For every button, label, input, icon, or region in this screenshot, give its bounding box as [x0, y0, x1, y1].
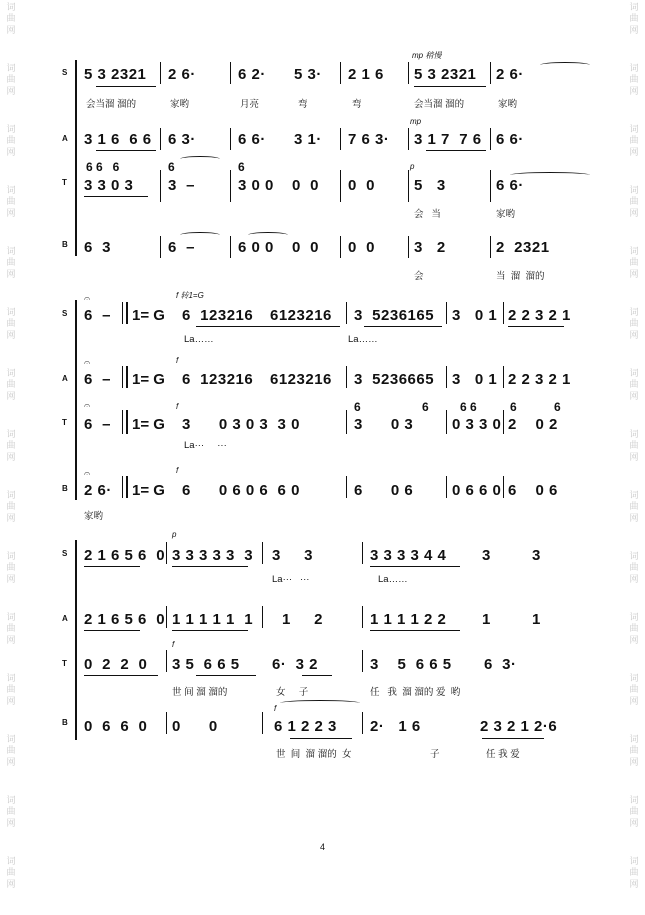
notation-t-m1: 3 3 0 3 — [84, 177, 134, 194]
dynamic-mark: p — [172, 530, 177, 539]
beam-line — [426, 150, 486, 151]
barline — [230, 236, 231, 258]
key-signature: 1= G — [132, 482, 165, 499]
double-barline — [126, 410, 128, 434]
notation-a-m4c: 1 — [532, 611, 541, 628]
lyric-b: 会 — [414, 271, 424, 282]
notation-b-m1: 6 3 — [84, 239, 112, 256]
barline — [166, 712, 167, 734]
beam-line — [96, 150, 156, 151]
notation-t-m4: 0 3 3 0 — [452, 416, 502, 433]
notation-a-m3: 1 2 — [282, 611, 324, 628]
watermark-text: 词 曲 网 — [629, 124, 639, 157]
notation-b-m1: 0 6 6 0 — [84, 718, 148, 735]
fermata-mark: 𝄐 — [84, 400, 91, 412]
lyric-s: 家哟 — [170, 99, 190, 110]
notation-t-m5: 2 0 2 — [508, 416, 558, 433]
notation-b-m4: 0 6 6 0 — [452, 482, 502, 499]
dynamic-mark: p — [410, 162, 415, 171]
watermark-text: 词 曲 网 — [629, 673, 639, 706]
part-label-b: B — [62, 484, 68, 493]
beam-line — [84, 630, 140, 631]
dynamic-mark: f — [176, 402, 179, 411]
barline — [346, 410, 347, 434]
dynamic-mark: f — [176, 356, 179, 365]
part-label-a: A — [62, 374, 68, 383]
watermark-text: 词 曲 网 — [629, 490, 639, 523]
barline — [166, 650, 167, 672]
lyric-b: 家哟 — [84, 511, 104, 522]
notation-a-m3b: 3 1· — [294, 131, 322, 148]
beam-line — [508, 326, 564, 327]
chord-t: 6 — [238, 160, 245, 174]
barline — [503, 410, 504, 434]
part-label-a: A — [62, 614, 68, 623]
double-barline — [126, 476, 128, 498]
notation-s-m1: 5 3 2321 — [84, 66, 147, 83]
chord-t: 6 — [554, 400, 561, 414]
barline — [340, 128, 341, 150]
beam-line — [172, 566, 248, 567]
barline — [408, 128, 409, 150]
lyric-t: La··· ··· — [184, 440, 227, 451]
beam-line — [84, 196, 148, 197]
notation-a-m2: 1 1 1 1 1 1 — [172, 611, 254, 628]
notation-b-m2: 6 0 6 0 6 6 0 — [182, 482, 300, 499]
watermark-text: 词 曲 网 — [6, 856, 16, 889]
double-barline — [122, 410, 123, 434]
key-signature: 1= G — [132, 416, 165, 433]
watermark-text: 词 曲 网 — [6, 124, 16, 157]
notation-t-m5: 5 3 — [414, 177, 446, 194]
chord-t: 6 — [510, 400, 517, 414]
barline — [160, 236, 161, 258]
lyric-s: 月亮 — [240, 99, 260, 110]
key-signature: 1= G — [132, 307, 165, 324]
notation-s-m2: 6 123216 — [182, 307, 254, 324]
notation-b-m5: 2 3 2 1 2·6 — [480, 718, 558, 735]
barline — [160, 170, 161, 202]
barline — [340, 170, 341, 202]
barline — [490, 236, 491, 258]
tie-arc — [280, 700, 360, 706]
dynamic-mark: f 转1=G — [176, 291, 204, 300]
lyric-s: 弯 — [352, 99, 362, 110]
fermata-mark: 𝄐 — [84, 293, 91, 305]
barline — [362, 606, 363, 628]
notation-t-m3b: 0 0 — [292, 177, 320, 194]
notation-b-m6: 2 2321 — [496, 239, 550, 256]
notation-s-m3: 3 5236165 — [354, 307, 435, 324]
notation-t-m2: 3 5 6 6 5 — [172, 656, 240, 673]
watermark-text: 词 曲 网 — [6, 673, 16, 706]
lyric-s: La…… — [184, 334, 214, 345]
watermark-text: 词 曲 网 — [629, 734, 639, 767]
lyric-t: 女 子 — [276, 687, 309, 698]
notation-b-m4: 0 0 — [348, 239, 376, 256]
lyric-b: 任 我 爱 — [486, 749, 520, 760]
watermark-text: 词 曲 网 — [6, 551, 16, 584]
notation-a-m1: 6 – — [84, 371, 112, 388]
double-barline — [126, 366, 128, 388]
notation-t-m3a: 3 0 0 — [238, 177, 274, 194]
barline — [230, 128, 231, 150]
tie-arc — [180, 232, 220, 238]
notation-s-m5: 5 3 2321 — [414, 66, 477, 83]
notation-a-m3a: 6 6· — [238, 131, 266, 148]
watermark-text: 词 曲 网 — [629, 368, 639, 401]
notation-a-m4: 1 1 1 1 2 2 — [370, 611, 447, 628]
part-label-s: S — [62, 68, 68, 77]
watermark-text: 词 曲 网 — [629, 795, 639, 828]
lyric-t: 任 我 溜 溜的 爱 哟 — [370, 687, 461, 698]
tie-arc — [180, 156, 220, 162]
watermark-left — [2, 0, 20, 915]
chord-t: 6 — [168, 160, 175, 174]
system-bracket — [75, 60, 77, 256]
chord-t: 6 6 — [460, 400, 477, 414]
dynamic-mark: mp — [410, 117, 422, 126]
barline — [503, 476, 504, 498]
notation-b-m1: 2 6· — [84, 482, 112, 499]
part-label-a: A — [62, 134, 68, 143]
barline — [166, 606, 167, 628]
beam-line — [370, 630, 460, 631]
chord-t: 6 6 6 — [86, 160, 120, 174]
barline — [446, 476, 447, 498]
lyric-s: 弯 — [298, 99, 308, 110]
lyric-b: 子 — [430, 749, 440, 760]
beam-line — [96, 86, 156, 87]
barline — [262, 606, 263, 628]
notation-s-m4: 3 0 1 — [452, 307, 498, 324]
notation-s-m4c: 3 — [532, 547, 541, 564]
notation-b-m3a: 6 0 0 — [238, 239, 274, 256]
watermark-text: 词 曲 网 — [6, 307, 16, 340]
notation-a-m3: 3 5236665 — [354, 371, 435, 388]
notation-a-m4: 7 6 3· — [348, 131, 390, 148]
lyric-t: 家哟 — [496, 209, 516, 220]
barline — [160, 128, 161, 150]
notation-t-m2: 3 0 3 0 3 3 0 — [182, 416, 300, 433]
tie-arc — [248, 232, 288, 238]
beam-line — [172, 630, 248, 631]
fermata-mark: 𝄐 — [84, 468, 91, 480]
barline — [340, 236, 341, 258]
chord-t: 6 — [422, 400, 429, 414]
barline — [408, 236, 409, 258]
watermark-text: 词 曲 网 — [6, 63, 16, 96]
notation-t-m2: 3 – — [168, 177, 196, 194]
notation-s-m3: 3 3 — [272, 547, 314, 564]
watermark-text: 词 曲 网 — [629, 551, 639, 584]
barline — [160, 62, 161, 84]
watermark-text: 词 曲 网 — [629, 429, 639, 462]
notation-a-m2: 6 123216 — [182, 371, 254, 388]
notation-b-m2: 0 0 — [172, 718, 218, 735]
barline — [262, 542, 263, 564]
notation-t-m2b: 6· 3 2 — [272, 656, 319, 673]
double-barline — [126, 302, 128, 324]
watermark-text: 词 曲 网 — [6, 368, 16, 401]
chord-t: 6 — [354, 400, 361, 414]
notation-a-m2b: 6123216 — [270, 371, 332, 388]
lyric-s: 会当溜 溜的 — [86, 99, 137, 110]
barline — [362, 712, 363, 734]
barline — [408, 170, 409, 202]
dynamic-mark: f — [172, 640, 175, 649]
notation-b-m5: 6 0 6 — [508, 482, 558, 499]
notation-a-m4: 3 0 1 — [452, 371, 498, 388]
notation-t-m4: 0 0 — [348, 177, 376, 194]
lyric-s: La…… — [348, 334, 378, 345]
notation-t-m1: 6 – — [84, 416, 112, 433]
notation-t-m6: 6 6· — [496, 177, 524, 194]
beam-line — [370, 566, 460, 567]
barline — [490, 62, 491, 84]
notation-a-m5: 2 2 3 2 1 — [508, 371, 571, 388]
notation-a-m6: 6 6· — [496, 131, 524, 148]
lyric-s: La…… — [378, 574, 408, 585]
notation-a-m4b: 1 — [482, 611, 491, 628]
notation-s-m4b: 3 — [482, 547, 491, 564]
beam-line — [414, 86, 486, 87]
watermark-text: 词 曲 网 — [629, 856, 639, 889]
lyric-b: 世 间 溜 溜的 女 — [276, 749, 352, 760]
barline — [362, 650, 363, 672]
notation-s-m6: 2 6· — [496, 66, 524, 83]
barline — [446, 302, 447, 324]
dynamic-mark: mp 稍慢 — [412, 51, 442, 60]
system-bracket — [75, 540, 77, 740]
notation-s-m2: 3 3 3 3 3 3 — [172, 547, 254, 564]
key-signature: 1= G — [132, 371, 165, 388]
beam-line — [482, 738, 544, 739]
notation-s-m4: 2 1 6 — [348, 66, 384, 83]
tie-arc — [510, 172, 590, 178]
barline — [490, 128, 491, 150]
barline — [446, 366, 447, 388]
notation-s-m4: 3 3 3 3 4 4 — [370, 547, 447, 564]
notation-s-m3b: 5 3· — [294, 66, 322, 83]
barline — [362, 542, 363, 564]
watermark-text: 词 曲 网 — [6, 795, 16, 828]
barline — [166, 542, 167, 564]
part-label-t: T — [62, 659, 67, 668]
notation-b-m3: 6 1 2 2 3 — [274, 718, 337, 735]
barline — [340, 62, 341, 84]
barline — [346, 366, 347, 388]
part-label-t: T — [62, 418, 67, 427]
lyric-t: 会 当 — [414, 209, 441, 220]
watermark-text: 词 曲 网 — [6, 429, 16, 462]
dynamic-mark: f — [176, 466, 179, 475]
barline — [503, 302, 504, 324]
notation-t-m3: 3 0 3 — [354, 416, 414, 433]
double-barline — [122, 302, 123, 324]
part-label-b: B — [62, 718, 68, 727]
notation-s-m2b: 6123216 — [270, 307, 332, 324]
notation-s-m1: 2 1 6 5 6 0 — [84, 547, 166, 564]
system-bracket — [75, 300, 77, 500]
fermata-mark: 𝄐 — [84, 357, 91, 369]
tie-arc — [540, 62, 590, 68]
notation-s-m1: 6 – — [84, 307, 112, 324]
beam-line — [196, 326, 340, 327]
dynamic-mark: f — [274, 704, 277, 713]
lyric-b: 当 溜 溜的 — [496, 271, 545, 282]
notation-b-m5: 3 2 — [414, 239, 446, 256]
notation-t-m1: 0 2 2 0 — [84, 656, 148, 673]
lyric-s: 会当溜 溜的 — [414, 99, 465, 110]
watermark-text: 词 曲 网 — [6, 2, 16, 35]
watermark-text: 词 曲 网 — [629, 612, 639, 645]
barline — [346, 302, 347, 324]
watermark-text: 词 曲 网 — [629, 307, 639, 340]
lyric-s: La··· ··· — [272, 574, 310, 585]
barline — [490, 170, 491, 202]
watermark-text: 词 曲 网 — [6, 490, 16, 523]
notation-s-m5: 2 2 3 2 1 — [508, 307, 571, 324]
watermark-text: 词 曲 网 — [6, 185, 16, 218]
barline — [408, 62, 409, 84]
watermark-text: 词 曲 网 — [6, 734, 16, 767]
barline — [262, 712, 263, 734]
notation-s-m2: 2 6· — [168, 66, 196, 83]
notation-a-m2: 6 3· — [168, 131, 196, 148]
watermark-text: 词 曲 网 — [629, 2, 639, 35]
notation-t-m3: 3 5 6 6 5 — [370, 656, 452, 673]
watermark-text: 词 曲 网 — [6, 246, 16, 279]
watermark-text: 词 曲 网 — [6, 612, 16, 645]
part-label-t: T — [62, 178, 67, 187]
notation-b-m3b: 0 0 — [292, 239, 320, 256]
beam-line — [196, 675, 256, 676]
notation-b-m2: 6 – — [168, 239, 196, 256]
part-label-s: S — [62, 549, 68, 558]
beam-line — [84, 566, 140, 567]
notation-a-m5: 3 1 7 7 6 — [414, 131, 482, 148]
notation-a-m1: 2 1 6 5 6 0 — [84, 611, 166, 628]
lyric-t: 世 间 溜 溜的 — [172, 687, 228, 698]
barline — [230, 170, 231, 202]
watermark-text: 词 曲 网 — [629, 63, 639, 96]
beam-line — [84, 675, 158, 676]
beam-line — [290, 738, 352, 739]
page-number: 4 — [319, 842, 325, 852]
watermark-text: 词 曲 网 — [629, 246, 639, 279]
part-label-b: B — [62, 240, 68, 249]
double-barline — [122, 476, 123, 498]
watermark-right — [625, 0, 643, 915]
barline — [230, 62, 231, 84]
barline — [503, 366, 504, 388]
beam-line — [302, 675, 332, 676]
notation-s-m3a: 6 2· — [238, 66, 266, 83]
part-label-s: S — [62, 309, 68, 318]
barline — [346, 476, 347, 498]
notation-b-m3: 6 0 6 — [354, 482, 414, 499]
notation-a-m1: 3 1 6 6 6 — [84, 131, 152, 148]
watermark-text: 词 曲 网 — [629, 185, 639, 218]
barline — [446, 410, 447, 434]
lyric-s: 家哟 — [498, 99, 518, 110]
notation-b-m4: 2· 1 6 — [370, 718, 421, 735]
double-barline — [122, 366, 123, 388]
beam-line — [364, 326, 442, 327]
notation-t-m3b: 6 3· — [484, 656, 517, 673]
